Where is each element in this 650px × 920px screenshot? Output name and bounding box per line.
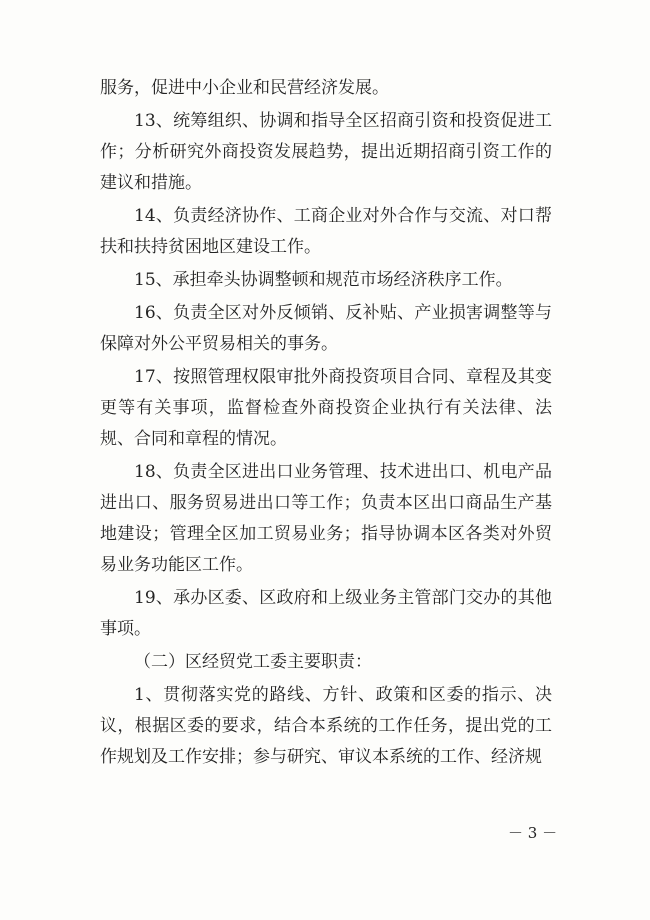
paragraph-item-18: 18、负责全区进出口业务管理、技术进出口、机电产品进出口、服务贸易进出口等工作；负责本区出口商品生产基地建设；管理全区加工贸易业务；指导协调本区各类对外贸易业务功能区工作。 <box>100 462 552 575</box>
paragraph-item-19: 19、承办区委、区政府和上级业务主管部门交办的其他事项。 <box>100 588 552 639</box>
paragraph-item-14: 14、负责经济协作、工商企业对外合作与交流、对口帮扶和扶持贫困地区建设工作。 <box>100 206 552 257</box>
page-number: － 3 － <box>508 824 558 842</box>
paragraph-item-1: 1、贯彻落实党的路线、方针、政策和区委的指示、决议，根据区委的要求，结合本系统的工作任务，提出党的工作规划及工作安排；参与研究、审议本系统的工作、经济规 <box>100 685 552 767</box>
document-body <box>100 73 552 775</box>
paragraph-continuation: 服务，促进中小企业和民营经济发展。 <box>100 78 389 98</box>
paragraph-item-13: 13、统筹组织、协调和指导全区招商引资和投资促进工作；分析研究外商投资发展趋势，提出近期招商引资工作的建议和措施。 <box>100 111 552 193</box>
section-heading: （二）区经贸党工委主要职责： <box>134 652 372 672</box>
paragraph-item-15: 15、承担牵头协调整顿和规范市场经济秩序工作。 <box>134 270 513 290</box>
paragraph-item-17: 17、按照管理权限审批外商投资项目合同、章程及其变更等有关事项，监督检查外商投资企业执行有关法律、法规、合同和章程的情况。 <box>100 367 552 449</box>
paragraph-item-16: 16、负责全区对外反倾销、反补贴、产业损害调整等与保障对外公平贸易相关的事务。 <box>100 303 552 354</box>
